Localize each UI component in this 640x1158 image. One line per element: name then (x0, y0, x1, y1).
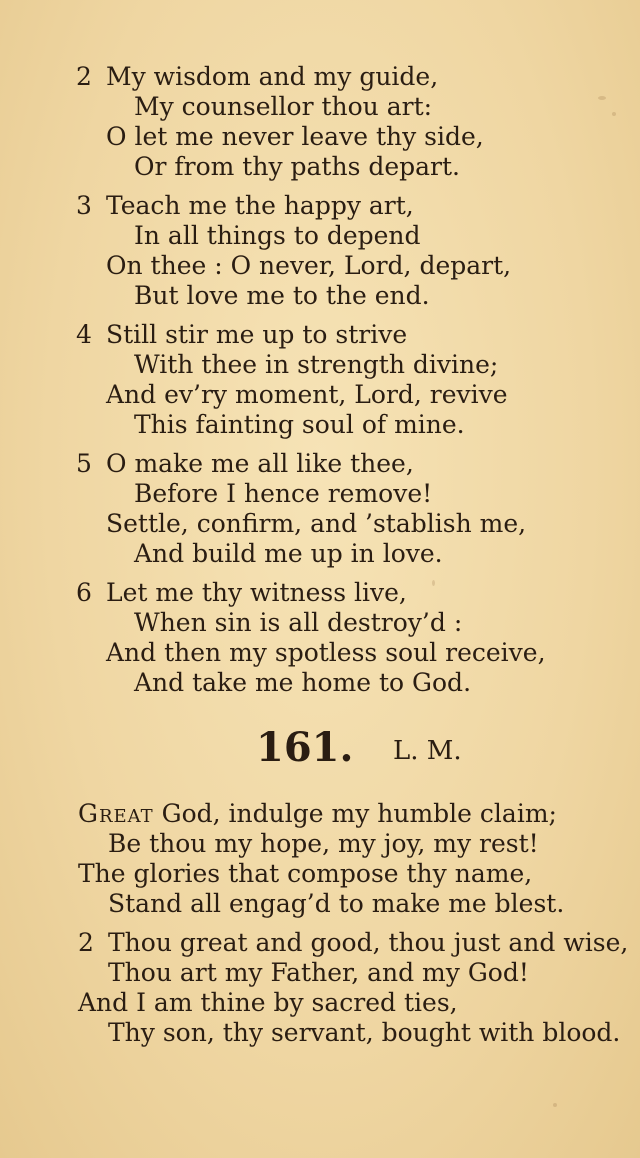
verse-line: Thy son, thy servant, bought with blood. (108, 1018, 621, 1047)
verse-line: Teach me the happy art, (106, 191, 414, 220)
verse-line: Thou art my Father, and my God! (108, 958, 529, 987)
stanza-number: 3 (76, 191, 92, 220)
verse-line: O make me all like thee, (106, 449, 414, 478)
verse-line-first (78, 799, 557, 829)
verse-line: In all things to depend (134, 221, 421, 250)
verse-line: And I am thine by sacred ties, (78, 988, 458, 1017)
verse-line: This fainting soul of mine. (134, 410, 465, 439)
paper-blemish (432, 580, 435, 586)
verse-line: And ev’ry moment, Lord, revive (106, 380, 508, 409)
verse-line: On thee : O never, Lord, depart, (106, 251, 512, 280)
verse-line: Or from thy paths depart. (134, 152, 461, 181)
verse-line-rest: God, indulge my humble claim; (153, 799, 557, 828)
hymn-number: 161. (256, 724, 354, 771)
verse-line: With thee in strength divine; (134, 350, 499, 379)
paper-blemish (598, 96, 606, 100)
stanza-number: 5 (76, 449, 92, 478)
verse-line: Let me thy witness live, (106, 578, 407, 607)
verse-line: O let me never leave thy side, (106, 122, 484, 151)
verse-line: Stand all engag’d to make me blest. (108, 889, 565, 918)
verse-line: And build me up in love. (134, 539, 443, 568)
verse-line: Settle, confirm, and ’stablish me, (106, 509, 527, 538)
paper-blemish (612, 112, 616, 116)
verse-line: My counsellor thou art: (134, 92, 433, 121)
drop-word: Great (78, 799, 154, 828)
verse-line: Still stir me up to strive (106, 320, 408, 349)
verse-line: The glories that compose thy name, (78, 859, 533, 888)
stanza-number: 4 (76, 320, 92, 349)
stanza-number: 2 (76, 62, 92, 91)
verse-line: And take me home to God. (134, 668, 472, 697)
hymn-meter: L. M. (393, 736, 462, 766)
verse-line: But love me to the end. (134, 281, 430, 310)
verse-line: Before I hence remove! (134, 479, 433, 508)
verse-line: And then my spotless soul receive, (106, 638, 546, 667)
verse-line: Be thou my hope, my joy, my rest! (108, 829, 539, 858)
verse-line: My wisdom and my guide, (106, 62, 439, 91)
stanza-number: 6 (76, 578, 92, 607)
verse-line: When sin is all destroy’d : (134, 608, 463, 637)
verse-line: Thou great and good, thou just and wise, (108, 928, 629, 957)
paper-blemish (553, 1103, 557, 1107)
stanza-number: 2 (78, 928, 94, 957)
